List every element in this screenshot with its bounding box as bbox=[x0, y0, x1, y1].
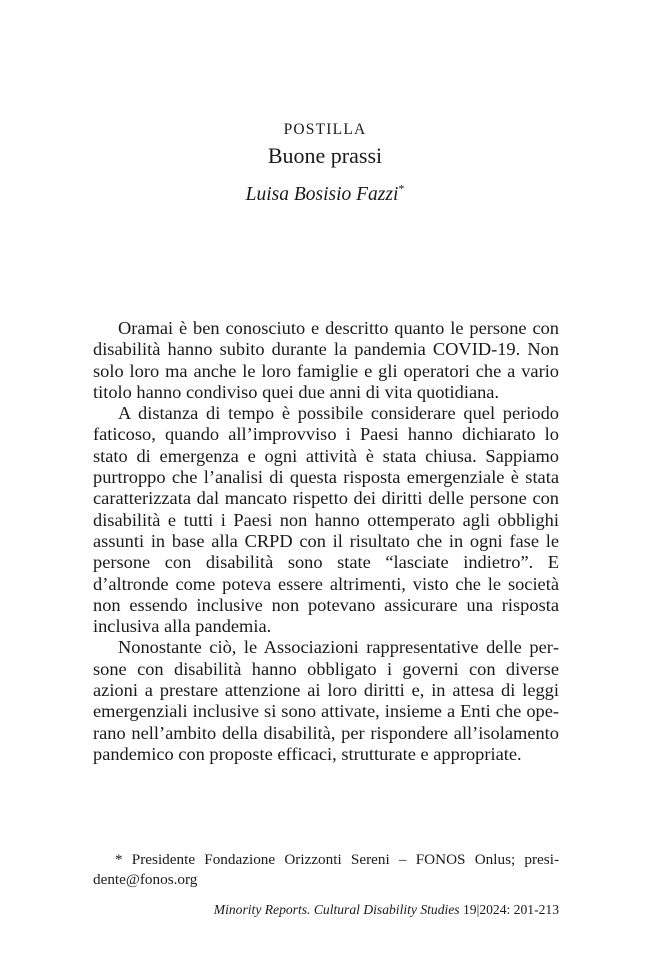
body-paragraph: Oramai è ben conosciuto e descritto quanto le persone con disabilità hanno subito durante la pandemia COVID-19. Non solo loro ma anche le loro famiglie e gli operatori che a vario titolo hanno condiviso quei due anni di vita quotidiana. bbox=[93, 318, 559, 402]
author-line bbox=[0, 181, 650, 206]
journal-name: Minority Reports. Cultural Disability Studies bbox=[213, 902, 460, 917]
author-name: Luisa Bosisio Fazzi bbox=[245, 184, 399, 205]
journal-citation: 19|2024: 201-213 bbox=[459, 902, 559, 917]
running-footer bbox=[214, 902, 559, 918]
body-paragraph: Nonostante ciò, le Associazioni rappresentative delle persone con disabilità hanno obbligato i governi con diverse azioni a prestare attenzione ai loro diritti e, in attesa di leggi emergenziali inclusive si sono attivate, insieme a Enti che operano nell’ambito della disabilità, per rispondere all’isolamento pandemico con proposte efficaci, strutturate e appropriate. bbox=[93, 637, 559, 764]
article-body bbox=[93, 318, 559, 765]
footnote: * Presidente Fondazione Orizzonti Sereni – FONOS Onlus; presidente@fonos.org bbox=[93, 851, 559, 888]
section-kicker: POSTILLA bbox=[283, 121, 367, 138]
article-title: Buone prassi bbox=[267, 143, 383, 168]
author-footnote-mark: * bbox=[398, 181, 405, 196]
body-paragraph: A distanza di tempo è possibile considerare quel periodo faticoso, quando all’improvviso i Paesi hanno dichiarato lo stato di emergenza e ogni attività è stata chiusa. Sappiamo purtroppo che l’analisi di questa risposta emergenziale è stata caratterizzata dal mancato rispetto dei diritti delle persone con disabilità e tutti i Paesi non hanno ottemperato agli obblighi assunti in base alla CRPD con il risultato che in ogni fase le persone con disabilità sono state “lasciate indietro”. E d’altronde come poteva essere altrimenti, visto che le società non essendo inclusive non potevano assicurare una risposta inclusiva alla pandemia. bbox=[93, 403, 559, 637]
